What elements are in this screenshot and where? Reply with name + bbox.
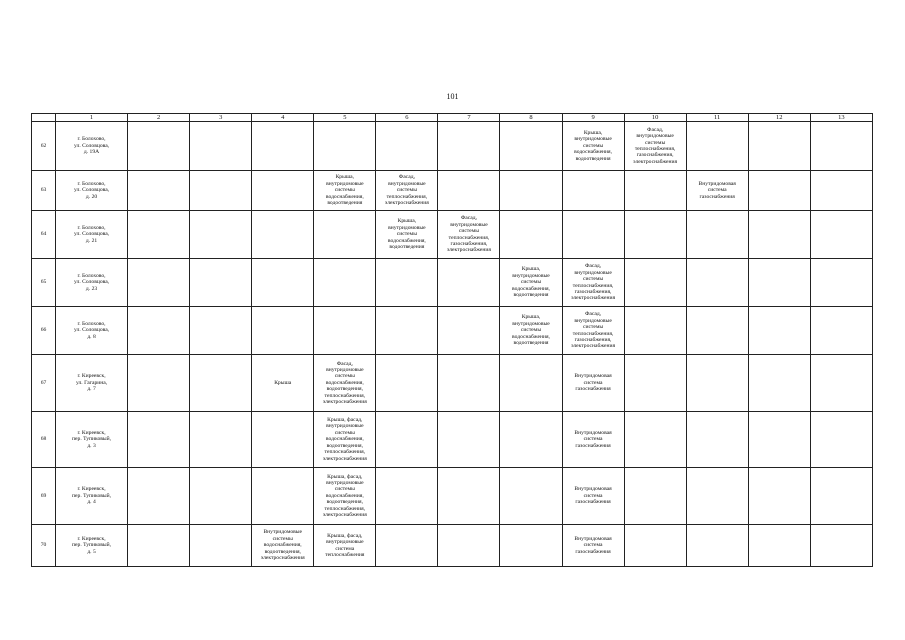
row-number: 68 (32, 412, 56, 468)
work-cell-col-9: Фасад, внутридомовые системы теплоснабжения, газоснабжения, электроснабжения (562, 307, 624, 355)
column-header-10: 10 (624, 114, 686, 122)
column-header-8: 8 (500, 114, 562, 122)
work-cell-col-9: Внутридомовая система газоснабжения (562, 468, 624, 525)
work-cell-col-6 (376, 307, 438, 355)
column-header-6: 6 (376, 114, 438, 122)
table-row (32, 525, 873, 567)
work-cell-col-5 (314, 211, 376, 259)
work-cell-col-12 (748, 468, 810, 525)
work-cell-col-7 (438, 468, 500, 525)
table-row (32, 171, 873, 211)
work-cell-col-8 (500, 525, 562, 567)
work-cell-col-12 (748, 525, 810, 567)
address-cell: г. Киреевск, пер. Тупиковый, д. 4 (56, 468, 128, 525)
work-cell-col-2 (128, 468, 190, 525)
work-cell-col-11 (686, 211, 748, 259)
work-cell-col-5 (314, 122, 376, 171)
work-cell-col-13 (810, 171, 872, 211)
work-cell-col-7 (438, 307, 500, 355)
column-header-4: 4 (252, 114, 314, 122)
work-cell-col-12 (748, 412, 810, 468)
column-header-13: 13 (810, 114, 872, 122)
work-cell-col-4: Крыша (252, 355, 314, 412)
row-number: 66 (32, 307, 56, 355)
row-number: 64 (32, 211, 56, 259)
address-cell: г. Болохово, ул. Соловцова, д. 8 (56, 307, 128, 355)
work-cell-col-5: Крыша, внутридомовые системы водоснабжения, водоотведения (314, 171, 376, 211)
repair-schedule-table (31, 113, 873, 567)
work-cell-col-12 (748, 211, 810, 259)
work-cell-col-10 (624, 525, 686, 567)
column-header-9: 9 (562, 114, 624, 122)
work-cell-col-8 (500, 122, 562, 171)
work-cell-col-13 (810, 468, 872, 525)
work-cell-col-7 (438, 525, 500, 567)
work-cell-col-4 (252, 171, 314, 211)
table-row (32, 307, 873, 355)
work-cell-col-9: Внутридомовая система газоснабжения (562, 355, 624, 412)
address-cell: г. Болохово, ул. Соловцова, д. 23 (56, 259, 128, 307)
work-cell-col-8: Крыша, внутридомовые системы водоснабжения, водоотведения (500, 307, 562, 355)
work-cell-col-9: Крыша, внутридомовые системы водоснабжения, водоотведения (562, 122, 624, 171)
table-row (32, 211, 873, 259)
work-cell-col-13 (810, 355, 872, 412)
work-cell-col-4 (252, 307, 314, 355)
work-cell-col-8: Крыша, внутридомовые системы водоснабжения, водоотведения (500, 259, 562, 307)
work-cell-col-10 (624, 259, 686, 307)
work-cell-col-9: Внутридомовая система газоснабжения (562, 412, 624, 468)
address-cell: г. Болохово, ул. Соловцова, д. 19А (56, 122, 128, 171)
column-header-12: 12 (748, 114, 810, 122)
column-header-2: 2 (128, 114, 190, 122)
work-cell-col-12 (748, 355, 810, 412)
work-cell-col-6 (376, 122, 438, 171)
work-cell-col-11: Внутридомовая система газоснабжения (686, 171, 748, 211)
work-cell-col-4 (252, 122, 314, 171)
work-cell-col-2 (128, 307, 190, 355)
header-row (32, 114, 873, 122)
work-cell-col-2 (128, 259, 190, 307)
work-cell-col-11 (686, 468, 748, 525)
work-cell-col-11 (686, 259, 748, 307)
work-cell-col-7 (438, 355, 500, 412)
column-header-5: 5 (314, 114, 376, 122)
row-number: 69 (32, 468, 56, 525)
work-cell-col-13 (810, 259, 872, 307)
work-cell-col-10 (624, 412, 686, 468)
work-cell-col-7 (438, 412, 500, 468)
work-cell-col-5: Крыша, фасад, внутридомовые системы водоснабжения, водоотведения, теплоснабжения, электроснабжения (314, 468, 376, 525)
work-cell-col-9 (562, 211, 624, 259)
work-cell-col-6 (376, 525, 438, 567)
table-row (32, 468, 873, 525)
work-cell-col-7 (438, 122, 500, 171)
work-cell-col-8 (500, 171, 562, 211)
work-cell-col-8 (500, 412, 562, 468)
address-cell: г. Болохово, ул. Соловцова, д. 21 (56, 211, 128, 259)
table-row (32, 122, 873, 171)
work-cell-col-3 (190, 468, 252, 525)
work-cell-col-6 (376, 412, 438, 468)
work-cell-col-3 (190, 259, 252, 307)
table-row (32, 259, 873, 307)
work-cell-col-2 (128, 525, 190, 567)
work-cell-col-3 (190, 211, 252, 259)
work-cell-col-4 (252, 259, 314, 307)
table-row (32, 355, 873, 412)
work-cell-col-6 (376, 355, 438, 412)
work-cell-col-13 (810, 122, 872, 171)
work-cell-col-10 (624, 355, 686, 412)
row-number: 67 (32, 355, 56, 412)
work-cell-col-6 (376, 468, 438, 525)
work-cell-col-11 (686, 525, 748, 567)
work-cell-col-2 (128, 122, 190, 171)
work-cell-col-6 (376, 259, 438, 307)
work-cell-col-5: Фасад, внутридомовые системы водоснабжения, водоотведения, теплоснабжения, электроснабжения (314, 355, 376, 412)
work-cell-col-2 (128, 211, 190, 259)
work-cell-col-9: Внутридомовая система газоснабжения (562, 525, 624, 567)
work-cell-col-7 (438, 259, 500, 307)
work-cell-col-11 (686, 307, 748, 355)
work-cell-col-10 (624, 211, 686, 259)
work-cell-col-4: Внутридомовые системы водоснабжения, водоотведения, электроснабжения (252, 525, 314, 567)
work-cell-col-10 (624, 171, 686, 211)
row-number: 70 (32, 525, 56, 567)
work-cell-col-12 (748, 307, 810, 355)
work-cell-col-12 (748, 259, 810, 307)
work-cell-col-11 (686, 355, 748, 412)
row-number: 63 (32, 171, 56, 211)
address-cell: г. Киреевск, пер. Тупиковый, д. 5 (56, 525, 128, 567)
column-header-3: 3 (190, 114, 252, 122)
header-cell-blank (32, 114, 56, 122)
work-cell-col-12 (748, 122, 810, 171)
work-cell-col-11 (686, 412, 748, 468)
address-cell: г. Киреевск, пер. Тупиковый, д. 3 (56, 412, 128, 468)
work-cell-col-4 (252, 412, 314, 468)
column-header-7: 7 (438, 114, 500, 122)
work-cell-col-5: Крыша, фасад, внутридомовые система теплоснабжения (314, 525, 376, 567)
work-cell-col-10 (624, 468, 686, 525)
work-cell-col-6: Крыша, внутридомовые системы водоснабжения, водоотведения (376, 211, 438, 259)
work-cell-col-6: Фасад, внутридомовые системы теплоснабжения, электроснабжения (376, 171, 438, 211)
row-number: 62 (32, 122, 56, 171)
work-cell-col-13 (810, 307, 872, 355)
work-cell-col-2 (128, 412, 190, 468)
address-cell: г. Болохово, ул. Соловцова, д. 20 (56, 171, 128, 211)
work-cell-col-3 (190, 525, 252, 567)
work-cell-col-3 (190, 122, 252, 171)
work-cell-col-5: Крыша, фасад, внутридомовые системы водоснабжения, водоотведения, теплоснабжения, электроснабжения (314, 412, 376, 468)
table-row (32, 412, 873, 468)
work-cell-col-3 (190, 171, 252, 211)
work-cell-col-5 (314, 307, 376, 355)
work-cell-col-4 (252, 468, 314, 525)
work-cell-col-2 (128, 171, 190, 211)
work-cell-col-8 (500, 355, 562, 412)
work-cell-col-8 (500, 468, 562, 525)
address-cell: г. Киреевск, ул. Гагарина, д. 7 (56, 355, 128, 412)
work-cell-col-3 (190, 307, 252, 355)
column-header-11: 11 (686, 114, 748, 122)
work-cell-col-11 (686, 122, 748, 171)
work-cell-col-13 (810, 412, 872, 468)
work-cell-col-9: Фасад, внутридомовые системы теплоснабжения, газоснабжения, электроснабжения (562, 259, 624, 307)
work-cell-col-12 (748, 171, 810, 211)
work-cell-col-10 (624, 307, 686, 355)
work-cell-col-3 (190, 412, 252, 468)
work-cell-col-3 (190, 355, 252, 412)
work-cell-col-7 (438, 171, 500, 211)
work-cell-col-9 (562, 171, 624, 211)
work-cell-col-8 (500, 211, 562, 259)
column-header-1: 1 (56, 114, 128, 122)
work-cell-col-2 (128, 355, 190, 412)
work-cell-col-5 (314, 259, 376, 307)
row-number: 65 (32, 259, 56, 307)
work-cell-col-4 (252, 211, 314, 259)
work-cell-col-7: Фасад, внутридомовые системы теплоснабжения, газоснабжения, электроснабжения (438, 211, 500, 259)
work-cell-col-13 (810, 211, 872, 259)
work-cell-col-13 (810, 525, 872, 567)
work-cell-col-10: Фасад, внутридомовые системы теплоснабжения, газоснабжения, электроснабжения (624, 122, 686, 171)
page-number: 101 (446, 92, 459, 101)
